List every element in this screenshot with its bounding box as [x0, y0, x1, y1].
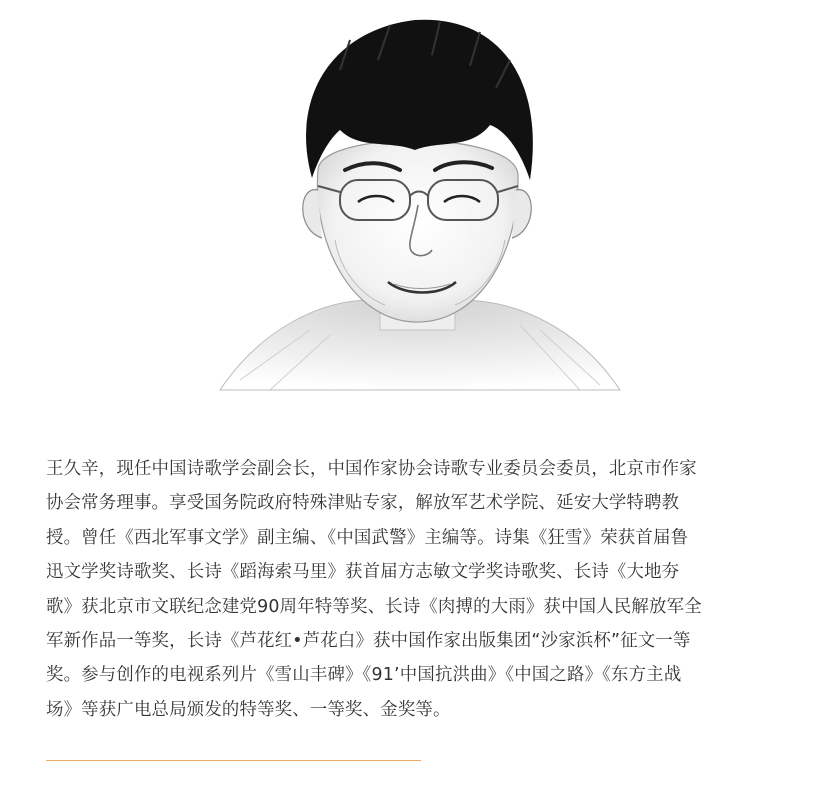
author-bio — [46, 452, 798, 727]
author-portrait — [200, 0, 630, 400]
portrait-sketch — [200, 0, 630, 400]
bio-line: 迅文学奖诗歌奖、长诗《蹈海索马里》获首届方志敏文学奖诗歌奖、长诗《大地夯 — [46, 562, 680, 583]
bio-line: 歌》获北京市文联纪念建党90周年特等奖、长诗《肉搏的大雨》获中国人民解放军全 — [46, 596, 702, 617]
bio-line: 授。曾任《西北军事文学》副主编、《中国武警》主编等。诗集《狂雪》荣获首届鲁 — [46, 527, 689, 548]
bio-line: 王久辛，现任中国诗歌学会副会长，中国作家协会诗歌专业委员会委员，北京市作家 — [46, 459, 697, 479]
bio-line: 场》等获广电总局颁发的特等奖、一等奖、金奖等。 — [46, 699, 451, 720]
section-divider — [46, 760, 421, 761]
bio-line: 协会常务理事。享受国务院政府特殊津贴专家，解放军艺术学院、延安大学特聘教 — [46, 493, 680, 514]
bio-line: 军新作品一等奖，长诗《芦花红•芦花白》获中国作家出版集团“沙家浜杯”征文一等 — [46, 631, 691, 652]
bio-line: 奖。参与创作的电视系列片《雪山丰碑》《91’中国抗洪曲》《中国之路》《东方主战 — [46, 665, 682, 686]
